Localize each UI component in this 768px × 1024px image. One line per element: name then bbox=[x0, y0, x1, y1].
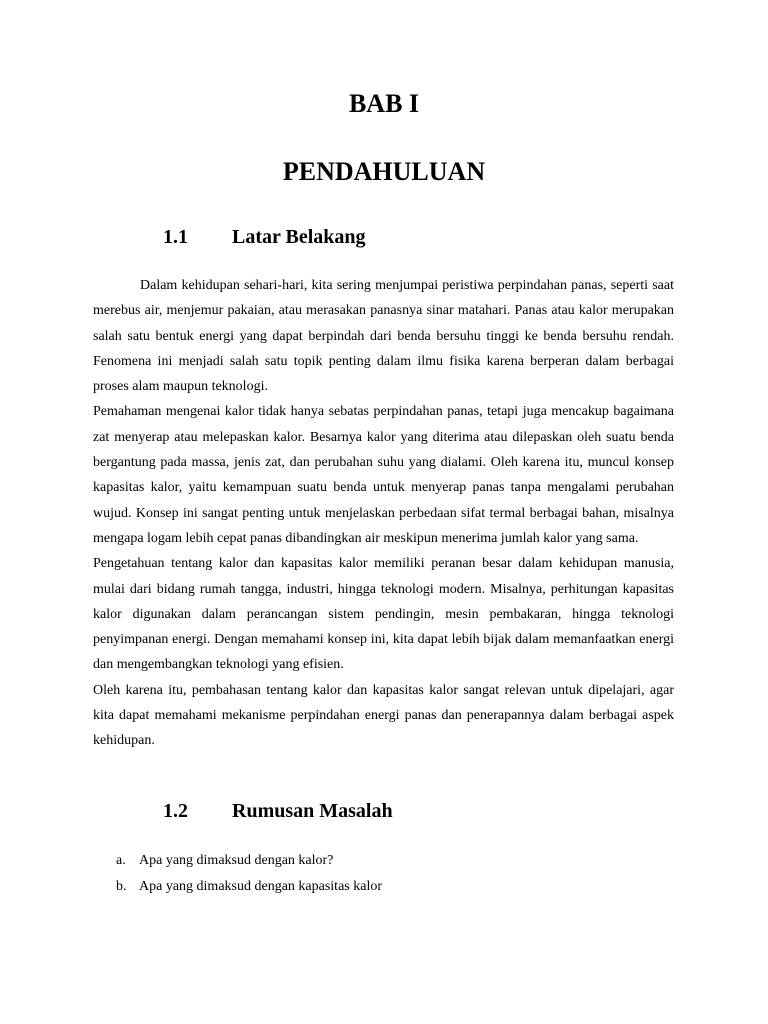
section-title: Rumusan Masalah bbox=[232, 800, 393, 822]
chapter-title: PENDAHULUAN bbox=[282, 157, 486, 186]
background-text bbox=[93, 273, 674, 754]
section-number: 1.1 bbox=[163, 226, 188, 248]
paragraph: Oleh karena itu, pembahasan tentang kalor dan kapasitas kalor sangat relevan untuk dipelajari, agar kita dapat memahami mekanisme perpindahan energi panas dan penerapannya dalam berbagai aspek kehidupan. bbox=[93, 682, 674, 749]
section-number: 1.2 bbox=[163, 800, 188, 822]
list-item bbox=[116, 874, 676, 900]
problem-list bbox=[116, 848, 676, 900]
list-item bbox=[116, 848, 676, 874]
section-title: Latar Belakang bbox=[232, 226, 366, 248]
list-marker: b. bbox=[116, 879, 127, 894]
list-item-text: Apa yang dimaksud dengan kalor? bbox=[139, 853, 334, 868]
paragraph: Pengetahuan tentang kalor dan kapasitas kalor memiliki peranan besar dalam kehidupan manusia, mulai dari bidang rumah tangga, industri, hingga teknologi modern. Misalnya, perhitungan kapasitas kalor digunakan dalam perancangan sistem pendingin, mesin pembakaran, hingga teknologi penyimpanan energi. Dengan memahami konsep ini, kita dapat lebih bijak dalam memanfaatkan energi dan mengembangkan teknologi yang efisien. bbox=[93, 556, 674, 673]
paragraph: Dalam kehidupan sehari-hari, kita sering menjumpai peristiwa perpindahan panas, seperti saat merebus air, menjemur pakaian, atau merasakan panasnya sinar matahari. Panas atau kalor merupakan salah satu bentuk energi yang dapat berpindah dari benda bersuhu tinggi ke benda bersuhu rendah. Fenomena ini menjadi salah satu topik penting dalam ilmu fisika karena berperan dalam berbagai proses alam maupun teknologi. bbox=[93, 278, 674, 395]
list-item-text: Apa yang dimaksud dengan kapasitas kalor bbox=[139, 879, 382, 894]
chapter-label: BAB I bbox=[348, 89, 420, 118]
list-marker: a. bbox=[116, 853, 126, 868]
paragraph: Pemahaman mengenai kalor tidak hanya sebatas perpindahan panas, tetapi juga mencakup bagaimana zat menyerap atau melepaskan kalor. Besarnya kalor yang diterima atau dilepaskan oleh suatu benda bergantung pada massa, jenis zat, dan perubahan suhu yang dialami. Oleh karena itu, muncul konsep kapasitas kalor, yaitu kemampuan suatu benda untuk menyerap panas tanpa mengalami perubahan wujud. Konsep ini sangat penting untuk menjelaskan perbedaan sifat termal berbagai bahan, misalnya mengapa logam lebih cepat panas dibandingkan air meskipun menerima jumlah kalor yang sama. bbox=[93, 404, 674, 546]
